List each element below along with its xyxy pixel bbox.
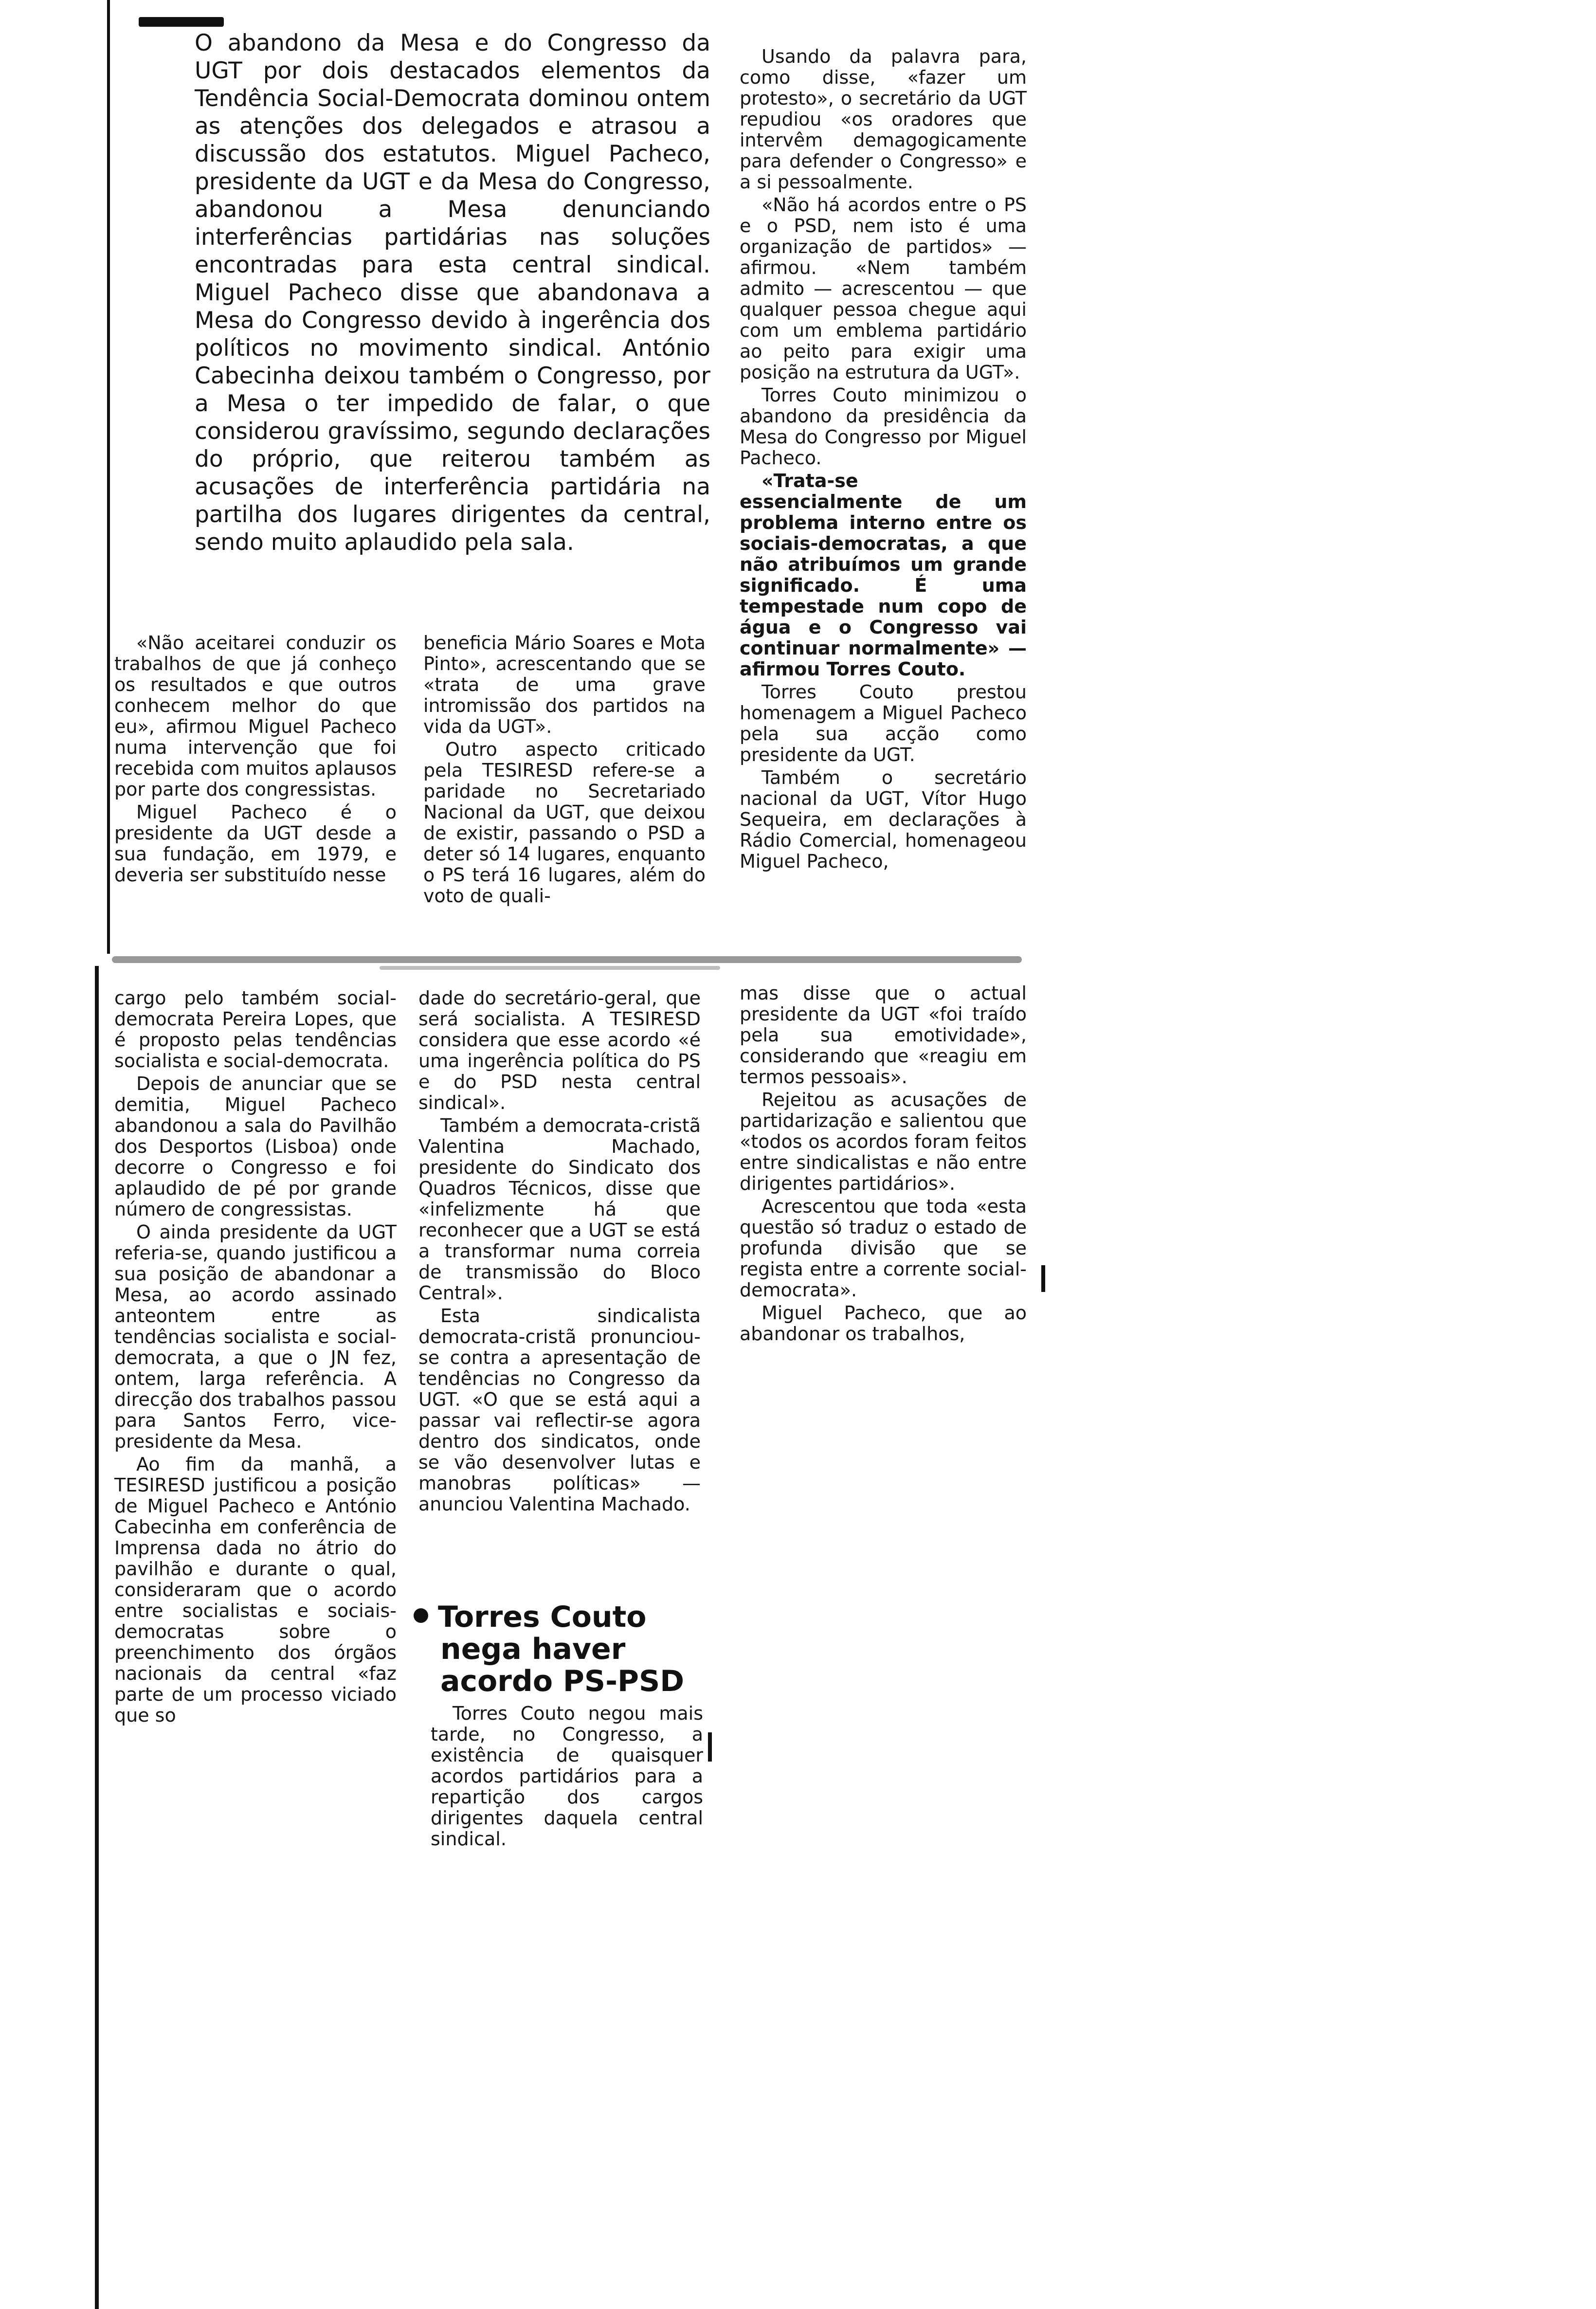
paragraph: Outro aspecto criticado pela TESIRESD refere-se a paridade no Secretariado Nacional da UGT, que deixou de existir, passando o PSD a deter só 14 lugares, enquanto o PS terá 16 lugares, além do voto de quali- [423,739,706,907]
paragraph: O ainda presidente da UGT referia-se, quando justificou a sua posição de abandonar a Mesa, ao acordo assinado anteontem entre as tendências socialista e social-democrata, a que o JN fez, ontem, larga referência. A direcção dos trabalhos passou para Santos Ferro, vice-presidente da Mesa. [114,1221,397,1452]
fold-smudge [380,966,720,970]
fold-smudge [112,956,1022,963]
lead-paragraph [195,29,710,556]
column-1-top [114,633,397,888]
lead-text: O abandono da Mesa e do Congresso da UGT por dois destacados elementos da Tendência Social-Democrata dominou ontem as atenções dos delegados e atrasou a discussão dos estatutos. Miguel Pacheco, presidente da UGT e da Mesa do Congresso, abandonou a Mesa denunciando interferências partidárias nas soluções encontradas para esta central sindical. Miguel Pacheco disse que abandonava a Mesa do Congresso devido à ingerência dos políticos no movimento sindical. António Cabecinha deixou também o Congresso, por a Mesa o ter impedido de falar, o que considerou gravíssimo, segundo declarações do próprio, que reiterou também as acusações de interferência partidária na partilha dos lugares dirigentes da central, sendo muito aplaudido pela sala. [195,30,710,556]
paragraph: Esta sindicalista democrata-cristã pronunciou-se contra a apresentação de tendências no Congresso da UGT. «O que se está aqui a passar vai reflectir-se agora dentro dos sindicatos, onde se vão desenvolver lutas e manobras políticas» — anunciou Valentina Machado. [418,1305,701,1515]
paragraph: dade do secretário-geral, que será socialista. A TESIRESD considera que esse acordo «é uma ingerência política do PS e do PSD nesta central sindical». [418,987,701,1113]
paragraph: «Não aceitarei conduzir os trabalhos de que já conheço os resultados e que outros conhecem melhor do que eu», afirmou Miguel Pacheco numa intervenção que foi recebida com muitos aplausos por parte dos congressistas. [114,632,397,800]
subheading-body [431,1703,703,1852]
column-3-top [740,46,1027,874]
subheading-line: acordo PS-PSD [440,1664,685,1698]
paragraph: Torres Couto negou mais tarde, no Congresso, a existência de quaisquer acordos partidários para a repartição dos cargos dirigentes daquela central sindical. [431,1703,703,1850]
paragraph: «Trata-se essencialmente de um problema interno entre os sociais-democratas, a que não atribuímos um grande significado. É uma tempestade num copo de água e o Congresso vai continuar normalmente» — afirmou Torres Couto. [740,470,1027,680]
paragraph: Rejeitou as acusações de partidarização e salientou que «todos os acordos foram feitos entre sindicalistas e não entre dirigentes partidários». [740,1089,1027,1194]
margin-mark [708,1732,712,1762]
paragraph: Torres Couto prestou homenagem a Miguel Pacheco pela sua acção como presidente da UGT. [740,681,1027,765]
paragraph: Também o secretário nacional da UGT, Vítor Hugo Sequeira, em declarações à Rádio Comercial, homenageou Miguel Pacheco, [740,767,1027,872]
left-margin-rule-top [107,0,110,954]
paragraph: Depois de anunciar que se demitia, Miguel Pacheco abandonou a sala do Pavilhão dos Desportos (Lisboa) onde decorre o Congresso e foi aplaudido de pé por grande número de congressistas. [114,1073,397,1220]
column-2-top [423,633,706,909]
bullet-icon [414,1608,428,1623]
paragraph: Miguel Pacheco é o presidente da UGT desde a sua fundação, em 1979, e deveria ser substituído nesse [114,801,397,886]
paragraph: Ao fim da manhã, a TESIRESD justificou a posição de Miguel Pacheco e António Cabecinha em conferência de Imprensa dada no átrio do pavilhão e durante o qual, consideraram que o acordo entre socialistas e sociais-democratas sobre o preenchimento dos órgãos nacionais da central «faz parte de um processo viciado que so [114,1454,397,1726]
left-margin-rule-bottom [95,966,99,2309]
paragraph: «Não há acordos entre o PS e o PSD, nem isto é uma organização de partidos» — afirmou. «Nem também admito — acrescentou — que qualquer pessoa chegue aqui com um emblema partidário ao peito para exigir uma posição na estrutura da UGT». [740,194,1027,383]
paragraph: Acrescentou que toda «esta questão só traduz o estado de profunda divisão que se regista entre a corrente social-democrata». [740,1196,1027,1301]
subheading-line: nega haver [440,1632,626,1666]
column-3-bottom [740,983,1027,1346]
column-1-bottom [114,988,397,1728]
column-2-bottom [418,988,701,1517]
paragraph: beneficia Mário Soares e Mota Pinto», acrescentando que se «trata de uma grave intromissão dos partidos na vida da UGT». [423,632,706,737]
margin-mark [1041,1265,1045,1292]
paragraph: mas disse que o actual presidente da UGT «foi traído pela sua emotividade», considerando que «reagiu em termos pessoais». [740,982,1027,1088]
paragraph: Usando da palavra para, como disse, «fazer um protesto», o secretário da UGT repudiou «os oradores que intervêm demagogicamente para defender o Congresso» e a si pessoalmente. [740,46,1027,193]
subheading [414,1601,686,1697]
subheading-line: Torres Couto [438,1600,647,1634]
marker-stroke [139,17,224,27]
paragraph: Também a democrata-cristã Valentina Machado, presidente do Sindicato dos Quadros Técnicos, disse que «infelizmente há que reconhecer que a UGT se está a transformar numa correia de transmissão do Bloco Central». [418,1115,701,1304]
paragraph: Torres Couto minimizou o abandono da presidência da Mesa do Congresso por Miguel Pacheco. [740,384,1027,469]
paragraph: Miguel Pacheco, que ao abandonar os trabalhos, [740,1302,1027,1345]
paragraph: cargo pelo também social-democrata Pereira Lopes, que é proposto pelas tendências socialista e social-democrata. [114,987,397,1072]
